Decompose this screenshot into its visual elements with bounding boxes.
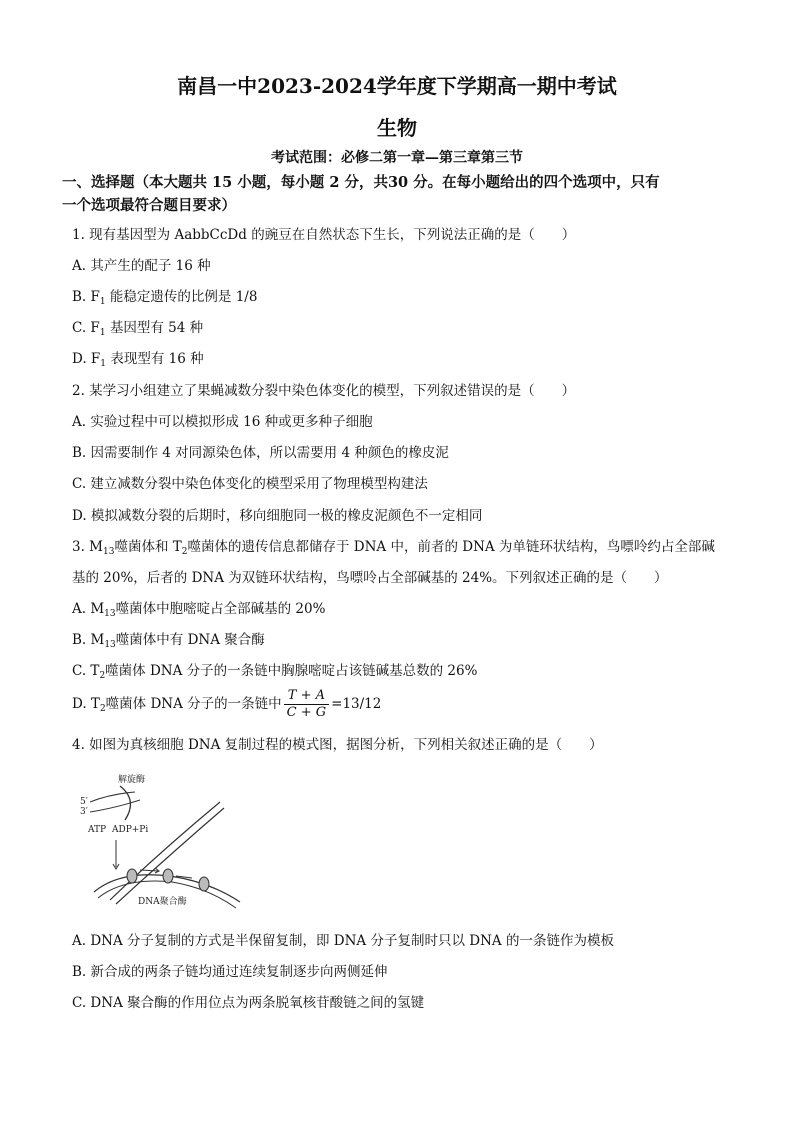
lagging-arrow-1 bbox=[140, 870, 158, 871]
q4-option-b: B. 新合成的两条子链均通过连续复制逐步向两侧延伸 bbox=[72, 964, 388, 980]
parent-strand-top bbox=[90, 792, 135, 802]
q3-stem-a: 3. M bbox=[72, 539, 103, 555]
q3-c-pre: C. T bbox=[72, 663, 100, 679]
q1-option-d bbox=[72, 350, 204, 368]
q1-c-pre: C. F bbox=[72, 320, 100, 336]
q2-option-a: A. 实验过程中可以模拟形成 16 种或更多种子细胞 bbox=[72, 414, 373, 430]
polymerase-oval-2 bbox=[163, 869, 173, 883]
q3-option-b bbox=[72, 631, 265, 649]
q3-c-sub: 2 bbox=[99, 671, 106, 681]
q3-b-pre: B. M bbox=[72, 632, 105, 648]
atp-label: ATP bbox=[88, 825, 107, 835]
q3-b-post: 噬菌体中有 DNA 聚合酶 bbox=[115, 632, 265, 648]
q3-d-fraction bbox=[284, 688, 330, 721]
q4-stem: 4. 如图为真核细胞 DNA 复制过程的模式图，据图分析，下列相关叙述正确的是（ ） bbox=[72, 737, 603, 753]
q3-d-pre: D. T bbox=[72, 696, 100, 712]
q3-stem-b: 噬菌体和 T bbox=[114, 539, 182, 555]
q3-stem-sub2: 2 bbox=[181, 547, 188, 557]
exam-title: 南昌一中2023-2024学年度下学期高一期中考试 bbox=[177, 74, 617, 98]
q1-b-sub: 1 bbox=[99, 297, 106, 307]
polymerase-oval-1 bbox=[127, 869, 137, 883]
q1-d-pre: D. F bbox=[72, 351, 101, 367]
q3-c-post: 噬菌体 DNA 分子的一条链中胸腺嘧啶占该链碱基总数的 26% bbox=[105, 663, 478, 679]
q1-stem: 1. 现有基因型为 AabbCcDd 的豌豆在自然状态下生长，下列说法正确的是（ ） bbox=[72, 227, 576, 243]
q3-a-pre: A. M bbox=[72, 601, 105, 617]
helicase-label: 解旋酶 bbox=[118, 775, 146, 785]
exam-scope: 考试范围：必修二第一章—第三章第三节 bbox=[271, 150, 523, 166]
q1-b-pre: B. F bbox=[72, 289, 100, 305]
q2-option-d: D. 模拟减数分裂的后期时，移向细胞同一极的橡皮泥颜色不一定相同 bbox=[72, 508, 483, 524]
dna-replication-figure bbox=[80, 772, 250, 917]
q3-d-post: =13/12 bbox=[331, 696, 382, 712]
q1-d-post: 表现型有 16 种 bbox=[106, 351, 204, 367]
q1-c-sub: 1 bbox=[99, 328, 106, 338]
q2-stem: 2. 某学习小组建立了果蝇减数分裂中染色体变化的模型，下列叙述错误的是（ ） bbox=[72, 383, 576, 399]
q2-option-c: C. 建立减数分裂中染色体变化的模型采用了物理模型构建法 bbox=[72, 476, 428, 492]
adp-label: ADP+Pi bbox=[112, 825, 149, 835]
q3-stem-sub1: 13 bbox=[103, 547, 115, 557]
q1-c-post: 基因型有 54 种 bbox=[105, 320, 204, 336]
q1-b-post: 能稳定遗传的比例是 1/8 bbox=[105, 289, 258, 305]
fraction-denominator: C + G bbox=[286, 705, 327, 720]
q3-d-sub: 2 bbox=[99, 704, 106, 714]
q3-option-c bbox=[72, 662, 477, 680]
q1-d-sub: 1 bbox=[100, 359, 107, 369]
q3-b-sub: 13 bbox=[104, 640, 116, 650]
q3-d-mid: 噬菌体 DNA 分子的一条链中 bbox=[105, 696, 282, 712]
q1-option-a: A. 其产生的配子 16 种 bbox=[72, 258, 211, 274]
q3-stem-c: 噬菌体的遗传信息都储存于 DNA 中，前者的 DNA 为单链环状结构，鸟嘌呤约占全部碱 bbox=[187, 539, 715, 555]
five-prime-label: 5′ bbox=[80, 797, 88, 807]
polymerase-oval-3 bbox=[199, 877, 209, 891]
q1-option-b bbox=[72, 288, 257, 306]
q4-option-c: C. DNA 聚合酶的作用位点为两条脱氧核苷酸链之间的氢键 bbox=[72, 995, 425, 1011]
q3-a-sub: 13 bbox=[104, 609, 116, 619]
fraction-numerator: T + A bbox=[284, 688, 330, 705]
q3-option-a bbox=[72, 600, 325, 618]
section-heading-line2: 一个选项最符合题目要求） bbox=[62, 197, 236, 214]
q3-stem-line2: 基的 20%，后者的 DNA 为双链环状结构，鸟嘌呤占全部碱基的 24%。下列叙述正确的是（ ） bbox=[72, 570, 668, 586]
section-heading-line1: 一、选择题（本大题共 15 小题，每小题 2 分，共30 分。在每小题给出的四个选项中，只有 bbox=[62, 174, 660, 191]
q3-a-post: 噬菌体中胞嘧啶占全部碱基的 20% bbox=[115, 601, 326, 617]
q1-option-c bbox=[72, 319, 203, 337]
new-strand-1 bbox=[116, 808, 224, 904]
polymerase-label: DNA聚合酶 bbox=[138, 897, 187, 907]
parent-strand-bottom bbox=[90, 800, 140, 812]
q3-option-d bbox=[72, 688, 381, 721]
q3-stem-line1 bbox=[72, 538, 715, 556]
q4-option-a: A. DNA 分子复制的方式是半保留复制，即 DNA 分子复制时只以 DNA 的一条链作为模板 bbox=[72, 933, 614, 949]
subject-title: 生物 bbox=[377, 116, 417, 140]
q2-option-b: B. 因需要制作 4 对同源染色体，所以需要用 4 种颜色的橡皮泥 bbox=[72, 445, 449, 461]
three-prime-label: 3′ bbox=[80, 807, 88, 817]
